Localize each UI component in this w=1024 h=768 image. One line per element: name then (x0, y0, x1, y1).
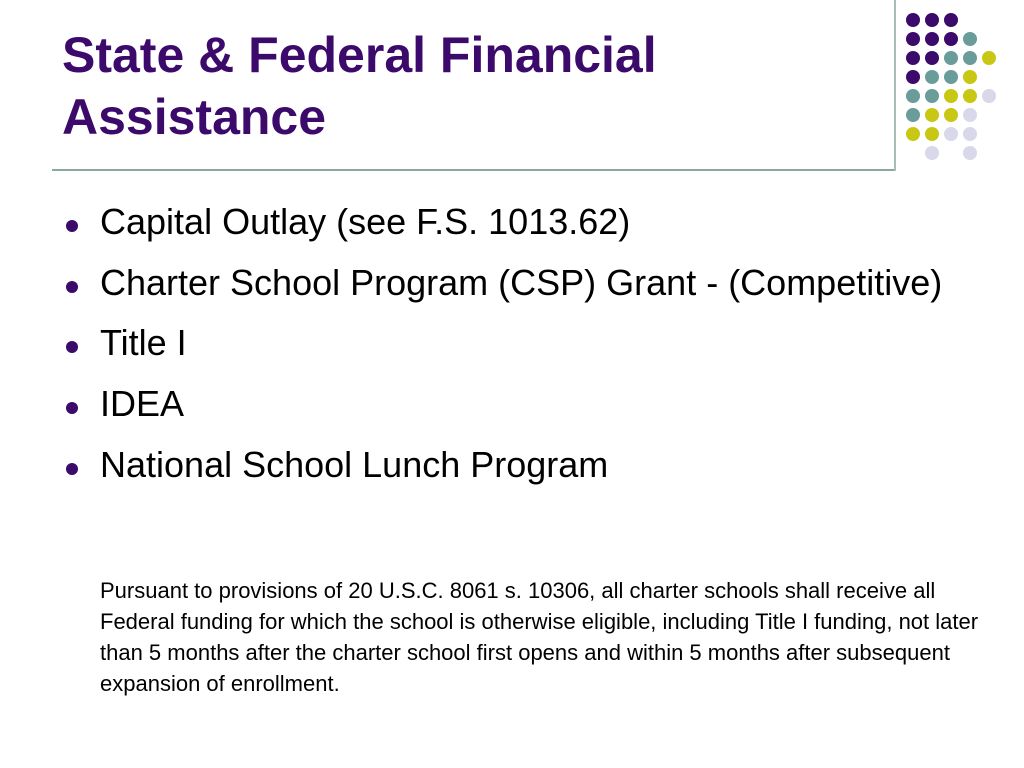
decorative-dot-icon (944, 13, 958, 27)
decorative-dot-icon (963, 32, 977, 46)
decorative-dot-icon (944, 89, 958, 103)
decorative-dot-icon (944, 108, 958, 122)
decorative-dot-icon (906, 51, 920, 65)
decorative-dot-icon (906, 70, 920, 84)
decorative-dot-icon (963, 70, 977, 84)
decorative-dot-icon (944, 32, 958, 46)
decorative-dot-icon (925, 146, 939, 160)
bullet-text: Title I (100, 322, 187, 363)
decorative-dot-icon (963, 108, 977, 122)
decorative-dot-icon (982, 51, 996, 65)
decorative-dot-icon (944, 127, 958, 141)
decorative-dot-icon (944, 70, 958, 84)
bullet-item-idea (62, 378, 962, 430)
bullet-dot-icon (66, 220, 78, 232)
decorative-dot-icon (963, 89, 977, 103)
bullet-item-school-lunch (62, 439, 962, 491)
bullet-list (62, 196, 962, 500)
decorative-dot-icon (906, 13, 920, 27)
decorative-dot-icon (906, 89, 920, 103)
decorative-dot-icon (906, 108, 920, 122)
bullet-item-title-i (62, 317, 962, 369)
decorative-dot-icon (982, 89, 996, 103)
bullet-dot-icon (66, 281, 78, 293)
decorative-dot-icon (906, 32, 920, 46)
decorative-dot-icon (925, 89, 939, 103)
decorative-dot-icon (963, 51, 977, 65)
decorative-dot-grid (906, 13, 1006, 163)
bullet-item-capital-outlay (62, 196, 962, 248)
decorative-dot-icon (944, 51, 958, 65)
decorative-dot-icon (925, 13, 939, 27)
decorative-dot-icon (963, 146, 977, 160)
decorative-dot-icon (925, 108, 939, 122)
decorative-dot-icon (906, 127, 920, 141)
bullet-text: IDEA (100, 383, 185, 424)
bullet-dot-icon (66, 402, 78, 414)
decorative-dot-icon (925, 32, 939, 46)
decorative-dot-icon (963, 127, 977, 141)
slide-title: State & Federal Financial Assistance (62, 27, 657, 145)
bullet-text: Charter School Program (CSP) Grant - (Competitive) (100, 262, 943, 303)
decorative-dot-icon (925, 127, 939, 141)
bullet-dot-icon (66, 341, 78, 353)
decorative-dot-icon (925, 51, 939, 65)
bullet-dot-icon (66, 463, 78, 475)
decorative-dot-icon (925, 70, 939, 84)
title-vertical-divider (894, 0, 896, 171)
bullet-text: Capital Outlay (see F.S. 1013.62) (100, 201, 631, 242)
title-underline-divider (52, 169, 896, 171)
bullet-item-csp-grant (62, 257, 962, 309)
bullet-text: National School Lunch Program (100, 444, 609, 485)
funding-note-paragraph: Pursuant to provisions of 20 U.S.C. 8061 s. 10306, all charter schools shall receive all Federal funding for which the school is otherwise eligible, including Title I funding, not later than 5 months after the charter school first opens and within 5 months after subsequent expansion of enrollment. (100, 578, 979, 696)
